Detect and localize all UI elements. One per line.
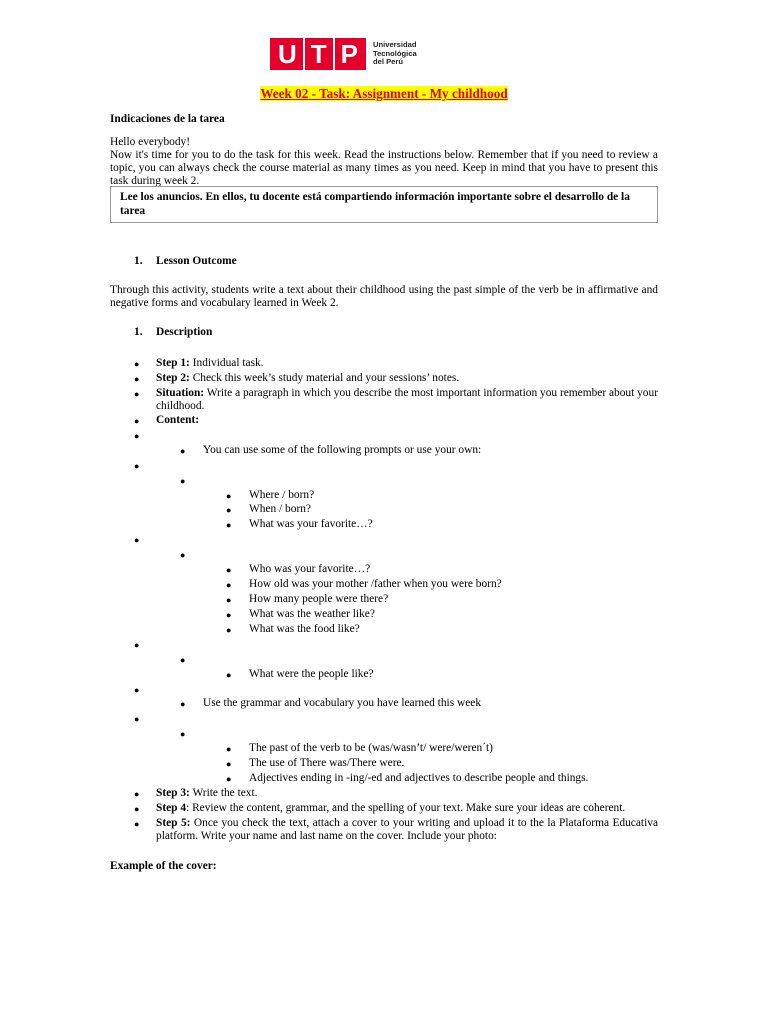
bullet-icon: ●: [226, 610, 232, 620]
content-label: Content:: [156, 414, 200, 426]
prompt-item: What was the food like?: [249, 623, 360, 635]
grammar-item: Adjectives ending in -ing/-ed and adjectives to describe people and things.: [249, 772, 589, 784]
bullet-icon: ●: [180, 550, 186, 560]
bullet-icon: ●: [134, 431, 140, 441]
bullet-icon: ●: [134, 640, 140, 650]
situation: Situation: Write a paragraph in which you describe the most important information you remember about your childhood.: [156, 387, 658, 413]
bullet-icon: ●: [180, 729, 186, 739]
bullet-icon: ●: [226, 491, 232, 501]
logo-line: Universidad: [373, 40, 417, 50]
bullet-icon: ●: [226, 774, 232, 784]
lesson-outcome-heading: Lesson Outcome: [156, 255, 237, 267]
bullet-icon: ●: [180, 476, 186, 486]
prompt-item: What were the people like?: [249, 668, 374, 680]
bullet-icon: ●: [134, 804, 140, 814]
logo-mark: [270, 38, 366, 70]
bullet-icon: ●: [226, 759, 232, 769]
step-4: Step 4: Review the content, grammar, and the spelling of your text. Make sure your ideas are coherent.: [156, 802, 626, 814]
bullet-icon: ●: [180, 655, 186, 665]
prompt-item: When / born?: [249, 503, 311, 515]
bullet-icon: ●: [180, 699, 186, 709]
bullet-icon: ●: [134, 359, 140, 369]
logo-wordmark: [373, 41, 417, 67]
announcement-notice: Lee los anuncios. En ellos, tu docente está compartiendo información importante sobre el desarrollo de la tarea: [110, 186, 658, 223]
step-2: Step 2: Check this week’s study material and your sessions’ notes.: [156, 372, 460, 384]
logo-line: del Perú: [373, 57, 403, 67]
bullet-icon: ●: [134, 789, 140, 799]
prompt-item: Where / born?: [249, 489, 315, 501]
section-number: 1.: [134, 255, 143, 267]
bullet-icon: ●: [134, 461, 140, 471]
intro-greeting: Hello everybody!: [110, 136, 191, 148]
bullet-icon: ●: [226, 580, 232, 590]
intro-body: Now it's time for you to do the task for this week. Read the instructions below. Remember that if you need to review a topic, you can always check the course material as many times as you need. Keep in mind that you have to present this task during week 2.: [110, 149, 658, 188]
prompt-item: How many people were there?: [249, 593, 389, 605]
bullet-icon: ●: [134, 819, 140, 829]
prompt-item: What was the weather like?: [249, 608, 375, 620]
prompt-item: Who was your favorite…?: [249, 563, 371, 575]
bullet-icon: ●: [226, 595, 232, 605]
bullet-icon: ●: [226, 670, 232, 680]
logo-letter-t: T: [310, 39, 327, 69]
step-5: Step 5: Once you check the text, attach a cover to your writing and upload it to the la Plataforma Educativa platform. Write your name and last name on the cover. Include your photo:: [156, 817, 658, 843]
prompts-intro: You can use some of the following prompts or use your own:: [203, 444, 482, 456]
bullet-icon: ●: [134, 374, 140, 384]
bullet-icon: ●: [226, 505, 232, 515]
bullet-icon: ●: [226, 520, 232, 530]
grammar-item: The past of the verb to be (was/wasn’t/ were/weren´t): [249, 742, 493, 754]
section-number: 1.: [134, 326, 143, 338]
bullet-icon: ●: [134, 685, 140, 695]
logo-line: Tecnológica: [373, 48, 417, 58]
bullet-icon: ●: [226, 625, 232, 635]
utp-logo: [270, 38, 417, 70]
page-title: Week 02 - Task: Assignment - My childhood: [260, 86, 508, 101]
step-3: Step 3: Write the text.: [156, 787, 258, 799]
prompt-item: What was your favorite…?: [249, 518, 373, 530]
bullet-icon: ●: [226, 565, 232, 575]
logo-letter-u: U: [277, 39, 297, 69]
bullet-icon: ●: [180, 446, 186, 456]
step-1: Step 1: Individual task.: [156, 357, 264, 369]
description-heading: Description: [156, 326, 213, 338]
bullet-icon: ●: [134, 714, 140, 724]
bullet-icon: ●: [134, 389, 140, 399]
logo-letter-p: P: [340, 39, 358, 69]
example-cover-heading: Example of the cover:: [110, 860, 217, 872]
grammar-item: The use of There was/There were.: [249, 757, 405, 769]
prompt-item: How old was your mother /father when you were born?: [249, 578, 502, 590]
bullet-icon: ●: [134, 416, 140, 426]
bullet-icon: ●: [134, 535, 140, 545]
grammar-intro: Use the grammar and vocabulary you have learned this week: [203, 697, 482, 709]
lesson-outcome-text: Through this activity, students write a text about their childhood using the past simple of the verb be in affirmative and negative forms and vocabulary learned in Week 2.: [110, 284, 658, 310]
indications-heading: Indicaciones de la tarea: [110, 113, 225, 125]
bullet-icon: ●: [226, 744, 232, 754]
